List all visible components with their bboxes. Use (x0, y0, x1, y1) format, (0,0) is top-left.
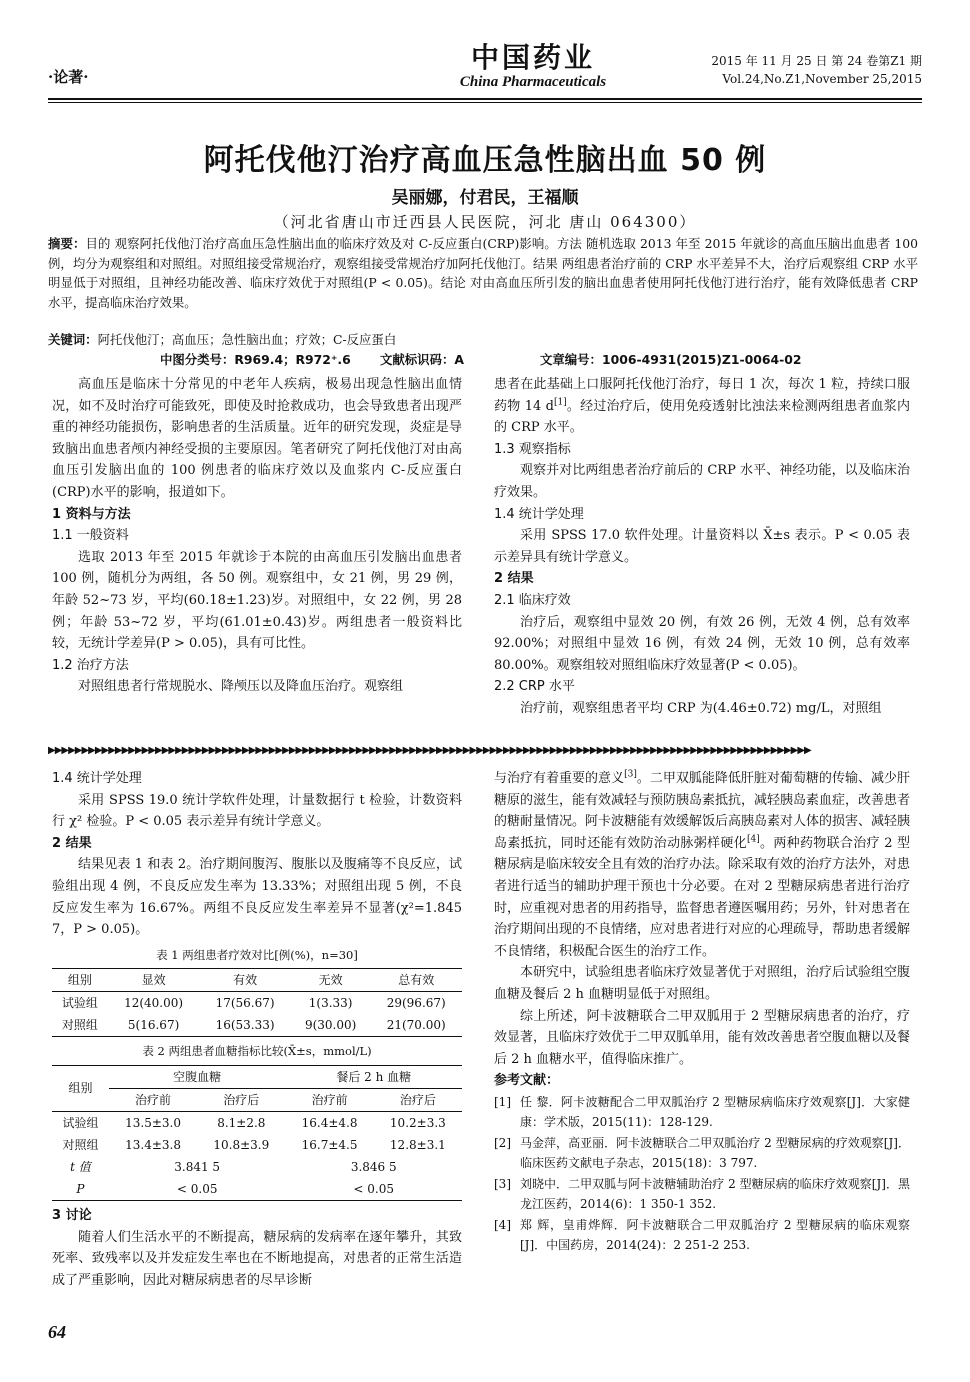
table-row (52, 992, 462, 1015)
table-cell: 13.4±3.8 (125, 1137, 181, 1152)
issue-date-en: Vol.24,No.Z1,November 25,2015 (722, 72, 922, 86)
table-cell: 试验组 (61, 996, 98, 1011)
issue-date-cn: 2015 年 11 月 25 日 第 24 卷第Z1 期 (711, 54, 922, 68)
heading-1: 1 资料与方法 (52, 506, 131, 522)
header-rule-thin (48, 102, 922, 103)
table-cell: 29(96.67) (386, 996, 446, 1011)
article-id: 文章编号：1006-4931(2015)Z1-0064-02 (540, 352, 802, 367)
discussion-text-a: 与治疗有着重要的意义 (494, 771, 625, 786)
table-2 (52, 1065, 462, 1201)
lower-right-column (494, 768, 910, 1256)
reference-item (494, 1092, 910, 1133)
table-1-caption: 表 1 两组患者疗效对比[例(%)，n=30] (156, 947, 358, 962)
heading-2-1: 2.1 临床疗效 (494, 592, 571, 608)
p-label: P (76, 1181, 85, 1196)
table-cell: 12(40.00) (124, 996, 184, 1011)
table-2-subheader: 治疗后 (374, 1088, 462, 1111)
table-cell: < 0.05 (109, 1178, 286, 1201)
table-row (52, 1134, 462, 1156)
reference-text: 马金萍，高亚丽．阿卡波糖联合二甲双胍治疗 2 型糖尿病的疗效观察[J]．临床医药文献电子杂志，2015(18)：3 797. (520, 1135, 910, 1171)
page-number: 64 (48, 1322, 66, 1342)
continued-text: 患者在此基础上口服阿托伐他汀治疗，每日 1 次，每次 1 粒，持续口服药物 14 d (494, 377, 910, 414)
heading-1-3: 1.3 观察指标 (494, 441, 571, 457)
paragraph-1-1: 选取 2013 年至 2015 年就诊于本院的由高血压引发脑出血患者 100 例，随机分为两组，各 50 例。观察组中，女 21 例，男 29 例，年龄 52~73 岁，平均(60.18±1.23)岁。对照组中，女 22 例，男 28 例；年龄 53~72 岁，平均(61.01±0.43)岁。两组患者一般资料比较，无统计学差异(P > 0.05)，具有可比性。 (52, 549, 462, 652)
article-divider: ▶▶▶▶▶▶▶▶▶▶▶▶▶▶▶▶▶▶▶▶▶▶▶▶▶▶▶▶▶▶▶▶▶▶▶▶▶▶▶▶▶▶▶▶▶▶▶▶▶▶▶▶▶▶▶▶▶▶▶▶▶▶▶▶▶▶▶▶▶▶▶▶▶▶▶▶▶▶▶▶▶▶▶▶▶▶▶▶▶▶▶▶▶▶▶▶▶▶▶▶▶▶▶▶▶▶▶▶▶▶▶▶▶▶ (48, 745, 811, 756)
reference-number: [3] (494, 1176, 511, 1191)
paragraph-1-2: 对照组患者行常规脱水、降颅压以及降血压治疗。观察组 (78, 679, 404, 695)
table-cell: 17(56.67) (215, 996, 275, 1011)
journal-masthead (418, 42, 648, 90)
keywords (48, 330, 918, 349)
abstract-label: 摘要： (48, 236, 86, 251)
heading-1-4: 1.4 统计学处理 (494, 506, 584, 522)
paragraph-1-4-lower: 采用 SPSS 19.0 统计学软件处理，计量数据行 t 检验，计数资料行 χ² 检验。P < 0.05 表示差异有统计学意义。 (52, 792, 462, 830)
abstract-text: 目的 观察阿托伐他汀治疗高血压急性脑出血的临床疗效及对 C-反应蛋白(CRP)影响。方法 随机选取 2013 年至 2015 年就诊的高血压脑出血患者 100 例，均分为观察组和对照组。对照组接受常规治疗，观察组接受常规治疗加阿托伐他汀。结果 两组患者治疗前的 CRP 水平差异不大，治疗后观察组 CRP 水平明显低于对照组，且神经功能改善、临床疗效优于对照组(P < 0.05)。结论 对由高血压所引发的脑出血患者使用阿托伐他汀进行治疗，能有效降低患者 CRP 水平，提高临床治疗效果。 (48, 236, 918, 310)
heading-1-1: 1.1 一般资料 (52, 528, 129, 544)
table-cell: 8.1±2.8 (217, 1115, 266, 1130)
table-cell (52, 1178, 109, 1201)
paragraph-1-4: 采用 SPSS 17.0 软件处理。计量资料以 X̄±s 表示。P < 0.05 表示差异具有统计学意义。 (494, 528, 910, 565)
reference-number: [4] (494, 1217, 511, 1232)
table-cell: 9(30.00) (291, 1014, 371, 1037)
table-row (52, 1014, 462, 1037)
issue-info (711, 52, 922, 88)
citation-3: [3] (624, 769, 637, 780)
keywords-text: 阿托伐他汀；高血压；急性脑出血；疗效；C-反应蛋白 (97, 332, 397, 347)
reference-item (494, 1174, 910, 1215)
continued-paragraph (494, 374, 910, 439)
table-1-header-row (52, 969, 462, 992)
table-1 (52, 968, 462, 1037)
table-1-header: 有效 (199, 969, 290, 992)
table-cell: 21(70.00) (370, 1014, 462, 1037)
paragraph-2-lower: 结果见表 1 和表 2。治疗期间腹泻、腹胀以及腹痛等不良反应，试验组出现 4 例，不良反应发生率为 13.33%；对照组出现 5 例，不良反应发生率为 16.67%。两组不良反应发生率差异不显著(χ²=1.845 7，P > 0.05)。 (52, 857, 462, 938)
table-2-group-1: 空腹血糖 (109, 1065, 286, 1088)
table-cell: 10.2±3.3 (389, 1115, 446, 1130)
reference-item (494, 1215, 910, 1256)
table-cell: 16(53.33) (199, 1014, 290, 1037)
table-1-header: 总有效 (370, 969, 462, 992)
table-cell: 3.841 5 (174, 1159, 221, 1174)
paragraph-2-1: 治疗后，观察组中显效 20 例，有效 26 例，无效 4 例，总有效率 92.00%；对照组中显效 16 例，有效 24 例，无效 10 例，总有效率 80.00%。观察组较对照组临床疗效显著(P < 0.05)。 (494, 614, 910, 673)
abstract (48, 234, 918, 312)
table-cell: < 0.05 (285, 1178, 462, 1201)
table-cell: 1(3.33) (308, 996, 353, 1011)
section-label: ·论著· (48, 68, 89, 86)
journal-header (48, 42, 922, 98)
heading-2-lower: 2 结果 (52, 835, 92, 851)
table-1-header: 组别 (52, 969, 108, 992)
references-list (494, 1092, 910, 1256)
discussion-text-c: 。两种药物联合治疗 2 型糖尿病是临床较安全且有效的治疗办法。除采取有效的治疗方法外，对患者进行适当的辅助护理干预也十分必要。在对 2 型糖尿病患者进行治疗时，应重视对患者的用药指导，监督患者遵医嘱用药；另外，针对患者在治疗期间出现的不良情绪，应对患者进行对应的心理疏导，帮助患者缓解不良情绪，积极配合医生的治疗工作。 (494, 835, 911, 959)
journal-name-cn: 中国药业 (470, 41, 595, 74)
lower-left-column (52, 768, 462, 1291)
heading-2: 2 结果 (494, 571, 534, 587)
table-1-header: 无效 (291, 969, 371, 992)
table-cell: 16.4±4.8 (301, 1115, 358, 1130)
table-cell: 对照组 (62, 1137, 99, 1152)
continued-text-2: 。经过治疗后，使用免疫透射比浊法来检测两组患者血浆内的 CRP 水平。 (494, 398, 910, 436)
reference-text: 任 黎．阿卡波糖配合二甲双胍治疗 2 型糖尿病临床疗效观察[J]．大家健康：学术版，2015(11)：128-129. (520, 1094, 910, 1130)
table-1-header: 显效 (108, 969, 199, 992)
discussion-paragraph (494, 768, 910, 962)
table-2-caption: 表 2 两组患者血糖指标比较(X̄±s，mmol/L) (142, 1044, 372, 1059)
table-2-subheader: 治疗前 (109, 1088, 197, 1111)
reference-number: [1] (494, 1094, 511, 1109)
conclusion-paragraph: 综上所述，阿卡波糖联合二甲双胍用于 2 型糖尿病患者的治疗，疗效显著，且临床疗效优于二甲双胍单用，能有效改善患者空腹血糖以及餐后 2 h 血糖水平，值得临床推广。 (494, 1008, 911, 1067)
table-2-subheader: 治疗前 (285, 1088, 373, 1111)
upper-left-column (52, 374, 462, 698)
table-2-group-2: 餐后 2 h 血糖 (285, 1065, 462, 1088)
reference-text: 刘晓中．二甲双胍与阿卡波糖辅助治疗 2 型糖尿病的临床疗效观察[J]．黑龙江医药，2014(6)：1 350-1 352. (520, 1176, 910, 1212)
table-cell: 16.7±4.5 (301, 1137, 358, 1152)
table-2-subheader-row (52, 1088, 462, 1111)
upper-right-column (494, 374, 910, 720)
table-2-subheader: 治疗后 (197, 1088, 285, 1111)
table-cell: 3.846 5 (350, 1159, 397, 1174)
t-label: t 值 (70, 1159, 91, 1174)
table-cell: 10.8±3.9 (213, 1137, 270, 1152)
table-cell: 12.8±3.1 (389, 1137, 446, 1152)
reference-item (494, 1133, 910, 1174)
table-cell: 对照组 (52, 1014, 108, 1037)
intro-paragraph: 高血压是临床十分常见的中老年人疾病，极易出现急性脑出血情况，如不及时治疗可能致死，即使及时抢救成功，也会导致患者出现严重的神经功能损伤，影响患者的生活质量。近年的研究发现，炎症是导致脑出血患者颅内神经受损的主要原因。笔者研究了阿托伐他汀对由高血压引发脑出血的 100 例患者的临床疗效以及血浆内 C-反应蛋白(CRP)水平的影响，报道如下。 (52, 377, 462, 500)
table-cell: 13.5±3.0 (125, 1115, 181, 1130)
citation-4: [4] (746, 834, 760, 845)
header-rule (48, 98, 922, 100)
paragraph-1-3: 观察并对比两组患者治疗前后的 CRP 水平、神经功能，以及临床治疗效果。 (494, 463, 910, 500)
reference-text: 郑 辉，皇甫烨辉．阿卡波糖联合二甲双胍治疗 2 型糖尿病的临床观察[J]．中国药房，2014(24)：2 251-2 253. (520, 1217, 910, 1253)
heading-3: 3 讨论 (52, 1207, 92, 1223)
table-cell: 5(16.67) (108, 1014, 199, 1037)
article-affiliation: （河北省唐山市迁西县人民医院，河北 唐山 064300） (273, 213, 697, 231)
keywords-label: 关键词： (48, 332, 98, 347)
heading-2-2: 2.2 CRP 水平 (494, 679, 575, 695)
clc-number: 中图分类号：R969.4；R972⁺.6 (160, 352, 351, 367)
table-cell (52, 1156, 109, 1178)
heading-1-2: 1.2 治疗方法 (52, 657, 129, 673)
reference-number: [2] (494, 1135, 511, 1150)
table-2-group-row (52, 1065, 462, 1088)
table-row (52, 1111, 462, 1134)
article-authors: 吴丽娜，付君民，王福顺 (391, 188, 579, 208)
citation-1: [1] (553, 397, 567, 408)
discussion-text-b: 。二甲双胍能降低肝脏对葡萄糖的传输、减少肝糖原的滋生，能有效减轻与预防胰岛素抵抗，减轻胰岛素血症，改善患者的糖耐量情况。阿卡波糖能有效缓解饭后高胰岛素对人体的损害、减轻胰岛素抵抗，同时还能有效防治动脉粥样硬化 (494, 771, 911, 851)
paragraph-2-2: 治疗前，观察组患者平均 CRP 为(4.46±0.72) mg/L，对照组 (520, 700, 882, 716)
references-title: 参考文献： (494, 1073, 560, 1089)
article-title: 阿托伐他汀治疗高血压急性脑出血 50 例 (203, 143, 767, 178)
table-row-t (52, 1156, 462, 1178)
heading-1-4-lower: 1.4 统计学处理 (52, 771, 142, 786)
journal-name-en: China Pharmaceuticals (459, 74, 607, 90)
table-2-group-label: 组别 (52, 1065, 109, 1111)
table-row-p (52, 1178, 462, 1201)
paragraph-3: 随着人们生活水平的不断提高，糖尿病的发病率在逐年攀升，其致死率、致残率以及并发症发生率也在不断地提高，对患者的正常生活造成了严重影响，因此对糖尿病患者的尽早诊断 (52, 1229, 462, 1288)
table-cell: 试验组 (62, 1115, 99, 1130)
study-paragraph: 本研究中，试验组患者临床疗效显著优于对照组，治疗后试验组空腹血糖及餐后 2 h 血糖明显低于对照组。 (494, 965, 911, 1002)
doc-code: 文献标识码：A (380, 352, 464, 367)
